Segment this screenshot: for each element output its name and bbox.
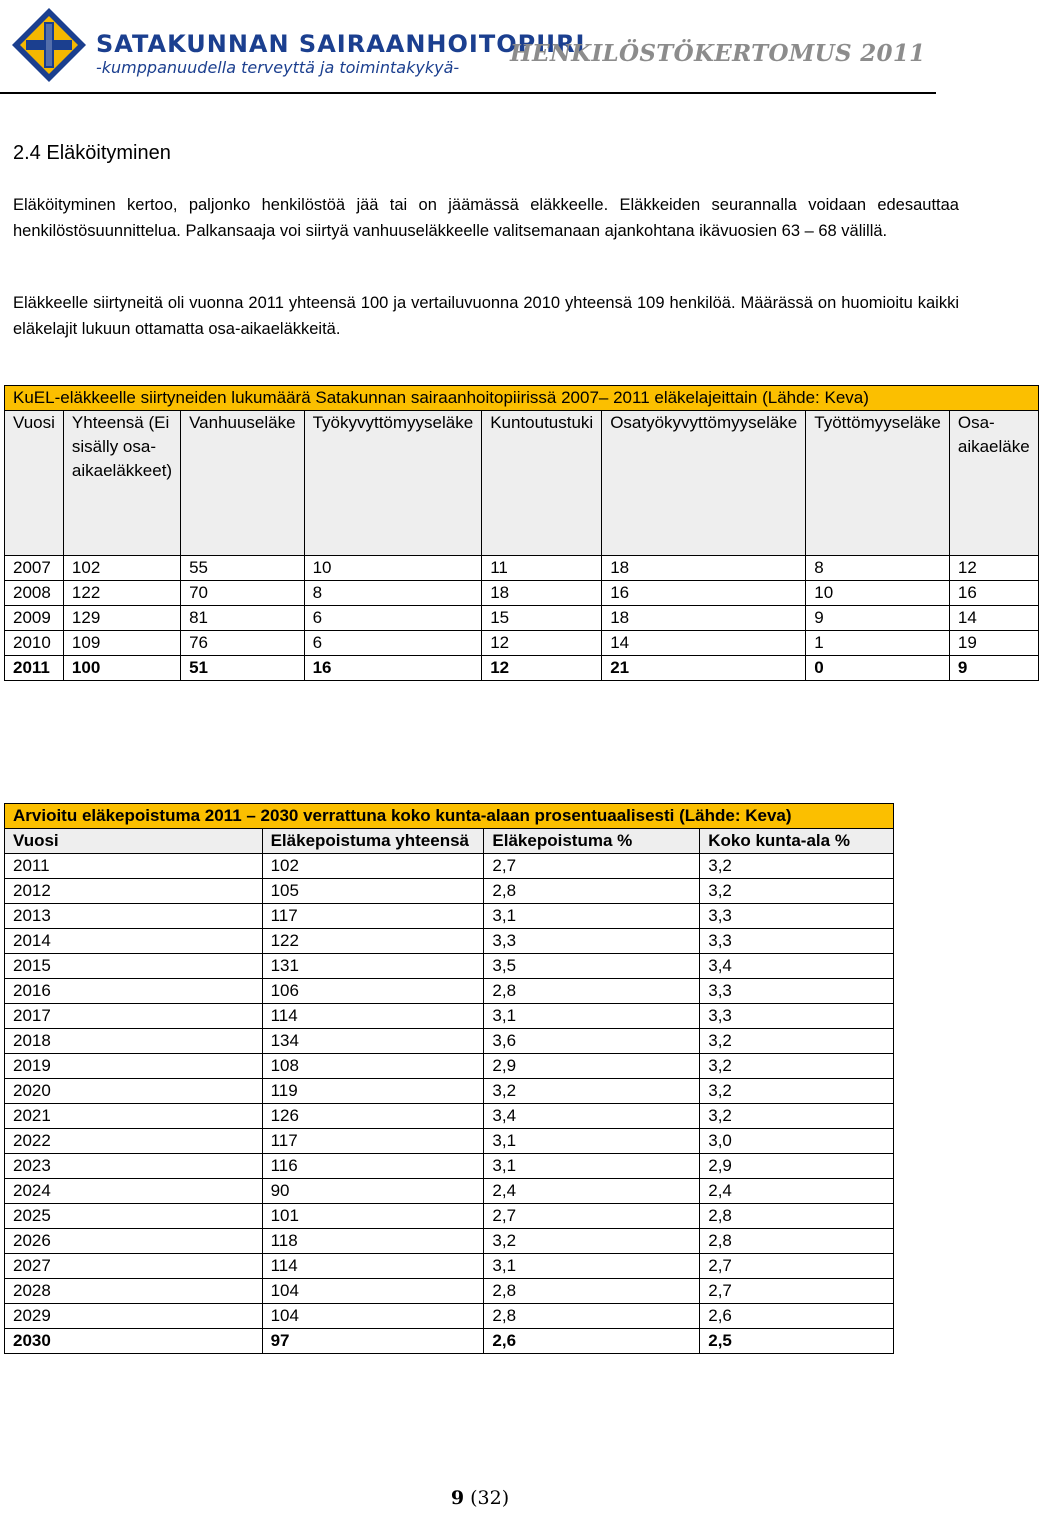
- table-cell: 3,6: [484, 1029, 700, 1054]
- table-cell: 16: [949, 581, 1038, 606]
- table-cell: 2027: [5, 1254, 263, 1279]
- table-cell: 2,4: [700, 1179, 894, 1204]
- table-cell: 3,2: [700, 1104, 894, 1129]
- table-cell: 117: [262, 1129, 484, 1154]
- table-cell: 3,1: [484, 1129, 700, 1154]
- table-cell: 12: [949, 556, 1038, 581]
- page-total: (32): [470, 1487, 510, 1509]
- table-cell: 3,2: [700, 1054, 894, 1079]
- table-cell: 3,5: [484, 954, 700, 979]
- column-header: Eläkepoistuma %: [484, 829, 700, 854]
- column-header: Kuntoutustuki: [482, 411, 602, 556]
- column-header: Työttömyyseläke: [806, 411, 950, 556]
- table-caption-row: [5, 386, 1039, 411]
- table-cell: 2,9: [700, 1154, 894, 1179]
- table-row: [5, 1029, 894, 1054]
- table-cell: 2024: [5, 1179, 263, 1204]
- table-cell: 9: [949, 656, 1038, 681]
- table-cell: 2019: [5, 1054, 263, 1079]
- table-cell: 1: [806, 631, 950, 656]
- table-cell: 14: [602, 631, 806, 656]
- table-cell: 118: [262, 1229, 484, 1254]
- table-cell: 2013: [5, 904, 263, 929]
- table-cell: 117: [262, 904, 484, 929]
- table-cell: 3,2: [700, 879, 894, 904]
- table-cell: 3,1: [484, 1254, 700, 1279]
- table-cell: 2,4: [484, 1179, 700, 1204]
- table-cell: 3,4: [700, 954, 894, 979]
- organization-tagline: -kumppanuudella terveyttä ja toimintakykyä-: [96, 58, 460, 77]
- intro-paragraph: Eläköityminen kertoo, paljonko henkilöstöä jää tai on jäämässä eläkkeelle. Eläkkeiden seurannalla voidaan edesauttaa henkilöstösuunnittelua. Palkansaaja voi siirtyä vanhuuseläkkeelle valitsemanaan ajankohtana ikävuosien 63 – 68 välillä.: [13, 196, 959, 240]
- table-cell: 3,1: [484, 904, 700, 929]
- table-cell: 18: [602, 606, 806, 631]
- table-cell: 2017: [5, 1004, 263, 1029]
- table-cell: 6: [304, 606, 482, 631]
- table-cell: 104: [262, 1279, 484, 1304]
- table-cell: 116: [262, 1154, 484, 1179]
- table-cell: 2026: [5, 1229, 263, 1254]
- table-cell: 3,2: [484, 1229, 700, 1254]
- table-cell: 2009: [5, 606, 64, 631]
- table-cell: 51: [181, 656, 305, 681]
- column-header: Vanhuuseläke: [181, 411, 305, 556]
- page-header: [0, 0, 960, 100]
- column-header: Eläkepoistuma yhteensä: [262, 829, 484, 854]
- table-cell: 102: [262, 854, 484, 879]
- table-cell: 2,6: [700, 1304, 894, 1329]
- table-row: [5, 1279, 894, 1304]
- table-row: [5, 1129, 894, 1154]
- page-number: [0, 1487, 960, 1509]
- table-row: [5, 581, 1039, 606]
- table-cell: 3,3: [700, 904, 894, 929]
- table-caption: KuEL-eläkkeelle siirtyneiden lukumäärä Satakunnan sairaanhoitopiirissä 2007– 2011 eläkelajeittain (Lähde: Keva): [5, 386, 1039, 411]
- table-cell: 126: [262, 1104, 484, 1129]
- table-cell: 10: [806, 581, 950, 606]
- table-cell: 2025: [5, 1204, 263, 1229]
- table-cell: 2,8: [700, 1204, 894, 1229]
- table-cell: 2,7: [700, 1279, 894, 1304]
- table-cell: 2,5: [700, 1329, 894, 1354]
- table-cell: 2011: [5, 656, 64, 681]
- table-row: [5, 979, 894, 1004]
- table-cell: 2012: [5, 879, 263, 904]
- table-row: [5, 854, 894, 879]
- column-header: Työkyvyttömyyseläke: [304, 411, 482, 556]
- forecast-retirement-table: [4, 803, 894, 1354]
- table-cell: 14: [949, 606, 1038, 631]
- retirements-by-type-table: [4, 385, 1039, 681]
- table-cell: 134: [262, 1029, 484, 1054]
- table-cell: 8: [304, 581, 482, 606]
- table-row: [5, 1304, 894, 1329]
- table-cell: 2008: [5, 581, 64, 606]
- table-row: [5, 1329, 894, 1354]
- table-cell: 2,8: [484, 979, 700, 1004]
- report-title: HENKILÖSTÖKERTOMUS 2011: [510, 40, 926, 67]
- table-cell: 131: [262, 954, 484, 979]
- column-header: Koko kunta-ala %: [700, 829, 894, 854]
- table-cell: 2,8: [484, 1304, 700, 1329]
- table-cell: 21: [602, 656, 806, 681]
- table-cell: 70: [181, 581, 305, 606]
- table-cell: 3,2: [700, 1029, 894, 1054]
- table-cell: 3,2: [700, 854, 894, 879]
- table-cell: 101: [262, 1204, 484, 1229]
- table-cell: 3,2: [700, 1079, 894, 1104]
- header-divider: [0, 92, 936, 94]
- table-cell: 3,4: [484, 1104, 700, 1129]
- column-header: Osa-aikaeläke: [949, 411, 1038, 556]
- table-row: [5, 954, 894, 979]
- table-cell: 8: [806, 556, 950, 581]
- table-cell: 2,7: [700, 1254, 894, 1279]
- table-row: [5, 1104, 894, 1129]
- table-caption: Arvioitu eläkepoistuma 2011 – 2030 verrattuna koko kunta-alaan prosentuaalisesti (Lähde: Keva): [5, 804, 894, 829]
- table-cell: 55: [181, 556, 305, 581]
- organization-name: SATAKUNNAN SAIRAANHOITOPIIRI: [96, 30, 586, 58]
- table-cell: 2030: [5, 1329, 263, 1354]
- table-cell: 3,1: [484, 1004, 700, 1029]
- table-cell: 114: [262, 1254, 484, 1279]
- table-cell: 105: [262, 879, 484, 904]
- table-row: [5, 1179, 894, 1204]
- table-body: [5, 854, 894, 1354]
- table-cell: 10: [304, 556, 482, 581]
- table-cell: 0: [806, 656, 950, 681]
- table-row: [5, 1204, 894, 1229]
- table-cell: 3,0: [700, 1129, 894, 1154]
- table-cell: 81: [181, 606, 305, 631]
- page-current: 9: [450, 1487, 465, 1509]
- column-header: Vuosi: [5, 411, 64, 556]
- table-cell: 102: [63, 556, 180, 581]
- table-row: [5, 556, 1039, 581]
- table-cell: 2011: [5, 854, 263, 879]
- table-header-row: [5, 411, 1039, 556]
- table-cell: 2,6: [484, 1329, 700, 1354]
- table-row: [5, 1004, 894, 1029]
- table-row: [5, 929, 894, 954]
- table-cell: 106: [262, 979, 484, 1004]
- table-cell: 2007: [5, 556, 64, 581]
- table-cell: 97: [262, 1329, 484, 1354]
- table-cell: 2022: [5, 1129, 263, 1154]
- table-cell: 2029: [5, 1304, 263, 1329]
- table-cell: 2015: [5, 954, 263, 979]
- table-cell: 3,3: [484, 929, 700, 954]
- column-header: Osatyökyvyttömyyseläke: [602, 411, 806, 556]
- table-cell: 9: [806, 606, 950, 631]
- table-row: [5, 656, 1039, 681]
- table-row: [5, 1079, 894, 1104]
- table-cell: 109: [63, 631, 180, 656]
- table-row: [5, 1054, 894, 1079]
- organization-logo-icon: [10, 6, 88, 84]
- table-cell: 129: [63, 606, 180, 631]
- table-cell: 108: [262, 1054, 484, 1079]
- table-cell: 2,8: [484, 1279, 700, 1304]
- table-cell: 2014: [5, 929, 263, 954]
- table-cell: 119: [262, 1079, 484, 1104]
- table-cell: 2021: [5, 1104, 263, 1129]
- table-cell: 2,8: [484, 879, 700, 904]
- table-cell: 3,3: [700, 1004, 894, 1029]
- table-row: [5, 904, 894, 929]
- table-caption-row: [5, 804, 894, 829]
- table-cell: 2,8: [700, 1229, 894, 1254]
- table-cell: 2010: [5, 631, 64, 656]
- table-cell: 3,3: [700, 979, 894, 1004]
- table-cell: 2018: [5, 1029, 263, 1054]
- table-cell: 12: [482, 656, 602, 681]
- table-cell: 104: [262, 1304, 484, 1329]
- column-header: Yhteensä (Ei sisälly osa-aikaeläkkeet): [63, 411, 180, 556]
- table-cell: 114: [262, 1004, 484, 1029]
- column-header: Vuosi: [5, 829, 263, 854]
- table-cell: 16: [304, 656, 482, 681]
- table-cell: 19: [949, 631, 1038, 656]
- table-row: [5, 606, 1039, 631]
- table-cell: 18: [602, 556, 806, 581]
- table-cell: 90: [262, 1179, 484, 1204]
- table-cell: 2020: [5, 1079, 263, 1104]
- table-cell: 6: [304, 631, 482, 656]
- table-cell: 3,3: [700, 929, 894, 954]
- summary-paragraph: Eläkkeelle siirtyneitä oli vuonna 2011 yhteensä 100 ja vertailuvuonna 2010 yhteensä 109 henkilöä. Määrässä on huomioitu kaikki eläkelajit lukuun ottamatta osa-aikaeläkkeitä.: [13, 294, 959, 338]
- table-row: [5, 1229, 894, 1254]
- table-cell: 2016: [5, 979, 263, 1004]
- table-body: [5, 556, 1039, 681]
- table-row: [5, 631, 1039, 656]
- section-title: 2.4 Eläköityminen: [13, 142, 171, 164]
- table-cell: 122: [262, 929, 484, 954]
- table-header-row: [5, 829, 894, 854]
- table-cell: 100: [63, 656, 180, 681]
- table-cell: 2,9: [484, 1054, 700, 1079]
- table-cell: 15: [482, 606, 602, 631]
- table-cell: 16: [602, 581, 806, 606]
- table-cell: 122: [63, 581, 180, 606]
- table-cell: 2,7: [484, 1204, 700, 1229]
- table-cell: 2023: [5, 1154, 263, 1179]
- table-cell: 11: [482, 556, 602, 581]
- table-cell: 2,7: [484, 854, 700, 879]
- table-cell: 3,1: [484, 1154, 700, 1179]
- table-row: [5, 879, 894, 904]
- table-row: [5, 1154, 894, 1179]
- table-cell: 18: [482, 581, 602, 606]
- table-cell: 12: [482, 631, 602, 656]
- table-cell: 76: [181, 631, 305, 656]
- table-row: [5, 1254, 894, 1279]
- table-cell: 2028: [5, 1279, 263, 1304]
- table-cell: 3,2: [484, 1079, 700, 1104]
